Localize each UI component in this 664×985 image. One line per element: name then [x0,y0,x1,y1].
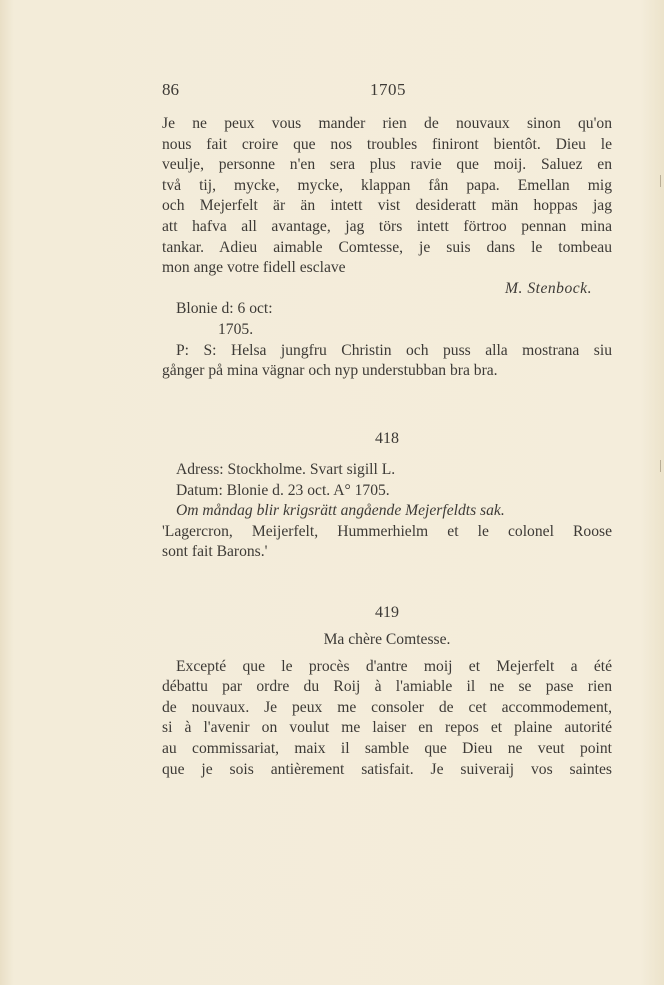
postscript-line: P: S: Helsa jungfru Christin och puss alla mostrana siu [176,341,612,359]
entry-number-418: 418 [375,430,399,447]
page-edge-mark [660,460,661,472]
letter-417-body [162,114,612,382]
place-date: Blonie d: 6 oct: [176,300,273,318]
text-line: veulje, personne n'en sera plus ravie que moij. Saluez en [162,156,612,174]
text-line: si à l'avenir on voulut me laiser en repos et plaine autorité [162,719,612,737]
text-line: tankar. Adieu aimable Comtesse, je suis dans le tombeau [162,238,612,256]
text-line: nous fait croire que nos troubles finiront bientôt. Dieu le [162,135,612,153]
text-line: mon ange votre fidell esclave [162,259,346,277]
date-line: Datum: Blonie d. 23 oct. A° 1705. [176,481,390,499]
signature: M. Stenbock. [505,279,592,297]
page-number: 86 [162,80,179,99]
text-line: que je sois antièrement satisfait. Je suiveraij vos saintes [162,760,612,778]
text-line: débattu par ordre du Roij à l'amiable il ne se pase rien [162,678,612,696]
running-header [0,80,664,104]
text-line: Je ne peux vous mander rien de nouvaux sinon qu'on [162,115,612,132]
page-edge-mark [660,175,661,187]
text-line: två tij, mycke, mycke, klappan fån papa. Emellan mig [162,176,612,194]
entry-419-body [162,630,612,780]
entry-number-419: 419 [375,604,399,621]
text-line: Excepté que le procès d'antre moij et Mejerfelt a été [176,657,612,675]
text-line: 'Lagercron, Meijerfelt, Hummerhielm et le colonel Roose [162,522,612,540]
salutation: Ma chère Comtesse. [323,631,451,648]
address-line: Adress: Stockholme. Svart sigill L. [176,461,396,478]
text-line: de nouvaux. Je peux me consoler de cet accommodement, [162,698,612,716]
text-line: och Mejerfelt är än intett vist desideratt män hoppas jag [162,197,612,215]
running-year: 1705 [370,80,406,99]
text-line: att hafva all avantage, jag törs intett förtroo pennan mina [162,217,612,235]
entry-418-body [162,460,612,563]
letter-year: 1705. [218,320,254,338]
postscript-line: gånger på mina vägnar och nyp understubban bra bra. [162,362,498,380]
summary-line: Om måndag blir krigsrätt angående Mejerfeldts sak. [176,502,505,520]
text-line: sont fait Barons.' [162,543,268,561]
text-line: au commissariat, maix il samble que Dieu ne veut point [162,739,612,757]
